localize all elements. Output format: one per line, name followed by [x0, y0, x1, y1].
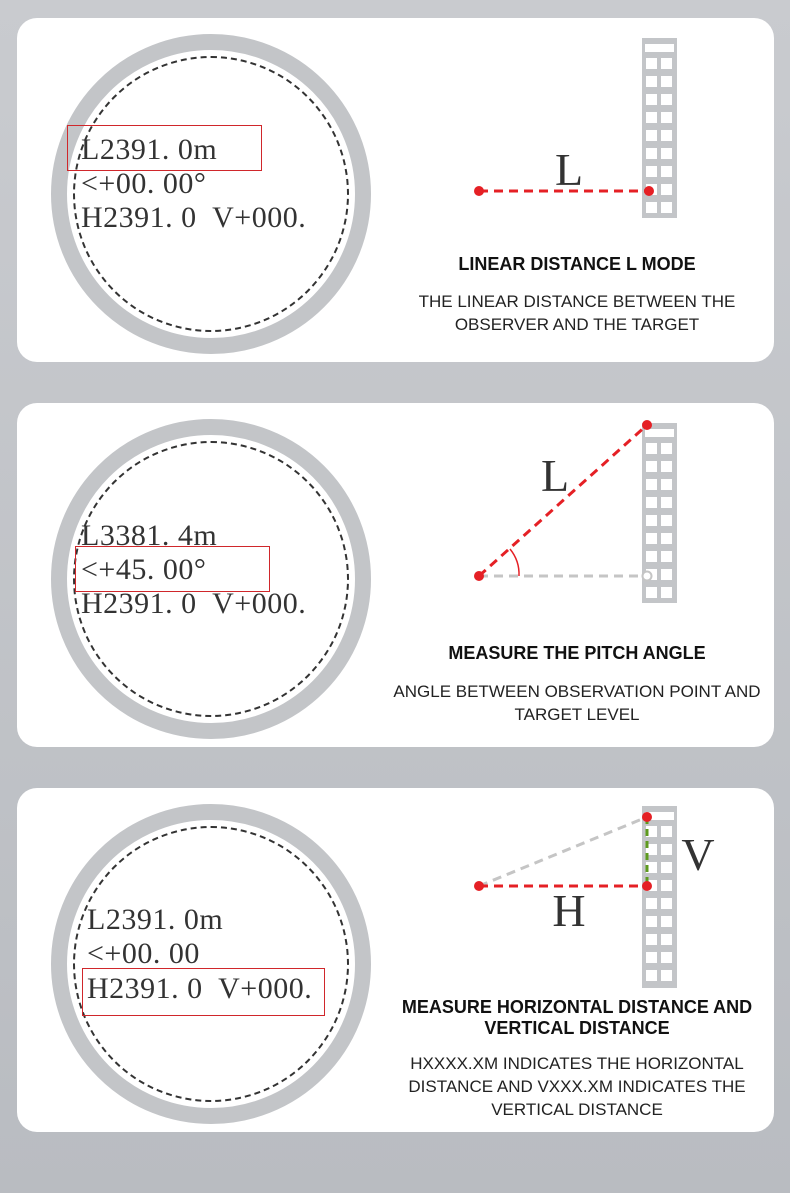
horizontal-label: H — [552, 885, 586, 936]
building-window — [661, 898, 672, 909]
panel-description: ANGLE BETWEEN OBSERVATION POINT AND TARGET LEVEL — [393, 682, 761, 724]
building-window — [646, 934, 657, 945]
building-window — [646, 479, 657, 490]
panel-title: LINEAR DISTANCE L MODE — [458, 254, 696, 274]
linear-distance-diagram — [397, 18, 774, 238]
horizontal-vertical-diagram — [397, 788, 774, 1008]
building-window — [661, 826, 672, 837]
building-window — [661, 515, 672, 526]
observer-point — [474, 571, 484, 581]
distance-label: L — [554, 144, 584, 195]
building-window — [646, 515, 657, 526]
building-window — [646, 58, 657, 69]
building-roof-band — [645, 429, 674, 437]
building-window — [661, 497, 672, 508]
building-window — [646, 587, 657, 598]
horizontal-vertical-panel — [17, 788, 774, 1132]
building-window — [646, 76, 657, 87]
building-window — [646, 461, 657, 472]
building-window — [646, 148, 657, 159]
panel-title: MEASURE HORIZONTAL DISTANCE AND VERTICAL DISTANCE — [401, 997, 753, 1038]
target-point — [644, 186, 654, 196]
angle-arc — [510, 549, 519, 576]
readout-angle-line: <+00. 00° — [81, 167, 207, 200]
building-window — [646, 533, 657, 544]
target-point — [642, 420, 652, 430]
building-window — [646, 916, 657, 927]
highlight-box — [67, 125, 262, 171]
building-window — [661, 112, 672, 123]
readout-hv-line: H2391. 0 V+000. — [87, 972, 313, 1005]
distance-label: L — [540, 450, 570, 501]
building-window — [646, 970, 657, 981]
panel-title: MEASURE THE PITCH ANGLE — [448, 643, 706, 663]
observer-point — [474, 186, 484, 196]
building-window — [661, 970, 672, 981]
building-window — [646, 94, 657, 105]
target-base-point — [642, 881, 652, 891]
readout-hv-line: H2391. 0 V+000. — [81, 201, 307, 234]
highlight-box — [82, 968, 325, 1016]
readout-distance-line: L3381. 4m — [81, 519, 218, 552]
building-window — [661, 952, 672, 963]
building-window — [646, 898, 657, 909]
readout-hv-line: H2391. 0 V+000. — [81, 587, 307, 620]
panel-description: HXXXX.XM INDICATES THE HORIZONTAL DISTANCE AND VXXX.XM INDICATES THE VERTICAL DISTANCE — [408, 1054, 746, 1119]
building-window — [661, 443, 672, 454]
building-window — [661, 184, 672, 195]
building-window — [646, 202, 657, 213]
building-window — [661, 130, 672, 141]
building-window — [661, 916, 672, 927]
building-window — [661, 148, 672, 159]
readout-angle-line: <+45. 00° — [81, 553, 207, 586]
level-point — [643, 572, 652, 581]
panel-description: THE LINEAR DISTANCE BETWEEN THE OBSERVER AND THE TARGET — [418, 292, 736, 334]
building-window — [661, 461, 672, 472]
building-window — [661, 94, 672, 105]
pitch-angle-diagram — [397, 403, 774, 623]
building-window — [661, 569, 672, 580]
building-window — [661, 166, 672, 177]
building-window — [646, 166, 657, 177]
readout-distance-line: L2391. 0m — [87, 903, 224, 936]
target-top-point — [642, 812, 652, 822]
observer-point — [474, 881, 484, 891]
line-of-sight — [479, 817, 647, 886]
building-window — [661, 533, 672, 544]
building-window — [646, 130, 657, 141]
building-roof-band — [645, 44, 674, 52]
highlight-box — [75, 546, 270, 592]
pitch-angle-panel — [17, 403, 774, 747]
building-window — [661, 479, 672, 490]
building-window — [661, 862, 672, 873]
readout-distance-line: L2391. 0m — [81, 133, 218, 166]
building-window — [661, 587, 672, 598]
readout-angle-line: <+00. 00 — [87, 937, 200, 970]
building-window — [661, 880, 672, 891]
building-window — [646, 952, 657, 963]
building-window — [661, 76, 672, 87]
linear-distance-panel — [17, 18, 774, 362]
building-window — [661, 58, 672, 69]
building-window — [646, 497, 657, 508]
building-window — [646, 551, 657, 562]
vertical-label: V — [681, 829, 715, 880]
building-window — [661, 934, 672, 945]
building-window — [661, 844, 672, 855]
building-window — [646, 443, 657, 454]
building-window — [661, 202, 672, 213]
building-window — [646, 112, 657, 123]
building-window — [661, 551, 672, 562]
